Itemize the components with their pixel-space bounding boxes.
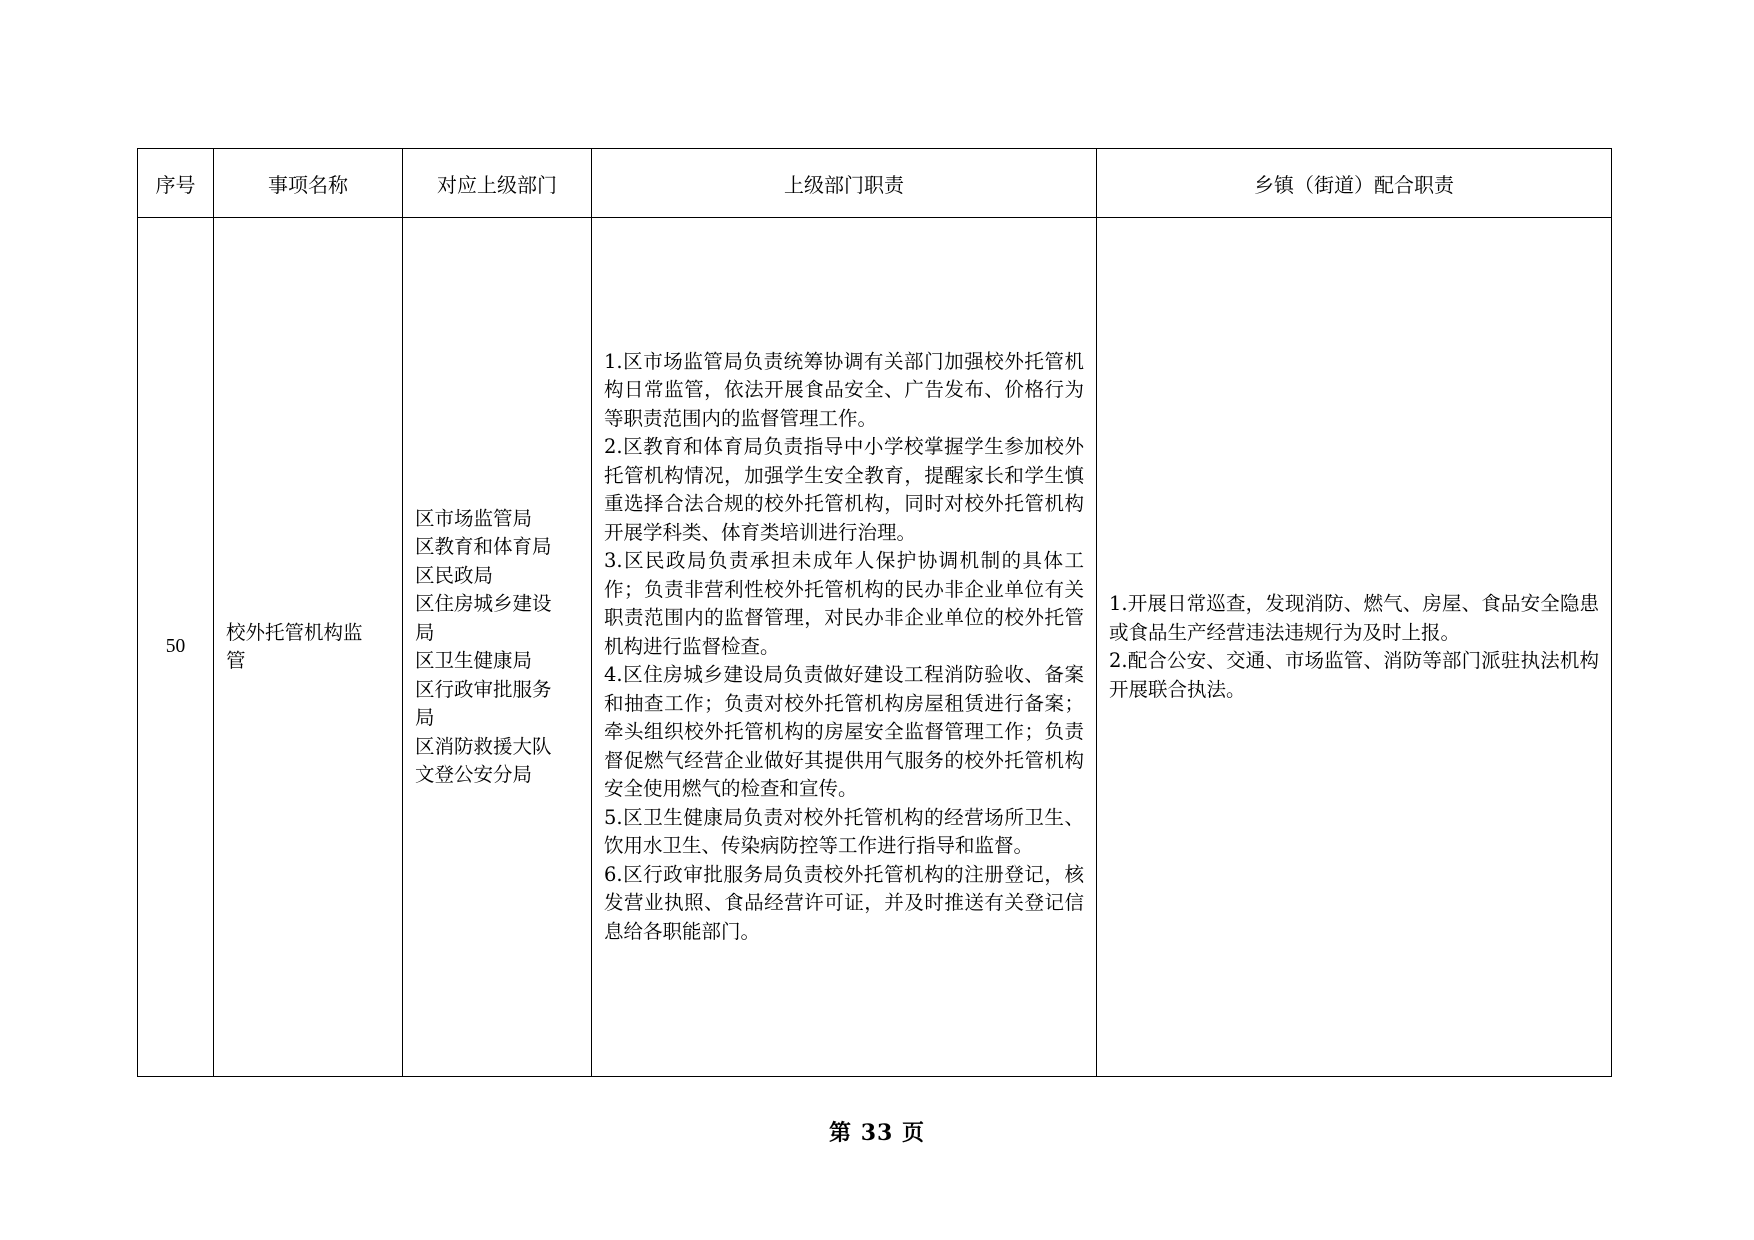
header-upper-responsibility: 上级部门职责 <box>592 149 1097 218</box>
responsibility-paragraph: 1.区市场监管局负责统筹协调有关部门加强校外托管机构日常监管，依法开展食品安全、广告发布、价格行为等职责范围内的监督管理工作。 <box>604 349 1084 430</box>
cell-upper-responsibility <box>592 218 1097 1077</box>
item-name-lines <box>226 619 390 676</box>
department-line: 区民政局 <box>415 563 494 587</box>
duty-table <box>137 148 1612 1077</box>
header-upper-department: 对应上级部门 <box>403 149 592 218</box>
page-number: 第 33 页 <box>829 1120 925 1146</box>
department-line: 区市场监管局 <box>415 506 533 530</box>
duty-table-container <box>137 148 1611 1077</box>
responsibility-paragraph: 4.区住房城乡建设局负责做好建设工程消防验收、备案和抽查工作；负责对校外托管机构房屋租赁进行备案；牵头组织校外托管机构的房屋安全监督管理工作；负责督促燃气经营企业做好其提供用气服务的校外托管机构安全使用燃气的检查和宣传。 <box>604 663 1084 801</box>
department-line: 文登公安分局 <box>415 763 533 786</box>
item-name-line: 管 <box>226 649 246 672</box>
department-line: 区卫生健康局 <box>415 649 533 672</box>
header-item-name: 事项名称 <box>214 149 403 218</box>
table-row <box>138 218 1612 1077</box>
cell-upper-department <box>403 218 592 1077</box>
department-line: 局 <box>415 620 435 644</box>
header-town-cooperation: 乡镇（街道）配合职责 <box>1097 149 1612 218</box>
cooperation-paragraph: 2.配合公安、交通、市场监管、消防等部门派驻执法机构开展联合执法。 <box>1109 649 1599 701</box>
department-line: 区教育和体育局 <box>415 535 552 558</box>
table-header-row <box>138 149 1612 218</box>
responsibility-paragraph: 2.区教育和体育局负责指导中小学校掌握学生参加校外托管机构情况，加强学生安全教育，提醒家长和学生慎重选择合法合规的校外托管机构，同时对校外托管机构开展学科类、体育类培训进行治理。 <box>604 435 1084 544</box>
department-list <box>415 505 579 790</box>
cell-item-name <box>214 218 403 1077</box>
department-line: 区住房城乡建设 <box>415 592 552 615</box>
department-line: 区行政审批服务 <box>415 677 552 701</box>
item-name-line: 校外托管机构监 <box>226 620 363 644</box>
cell-serial-number: 50 <box>138 218 214 1077</box>
cooperation-list <box>1109 590 1599 704</box>
cell-town-cooperation <box>1097 218 1612 1077</box>
cooperation-paragraph: 1.开展日常巡查，发现消防、燃气、房屋、食品安全隐患或食品生产经营违法违规行为及时上报。 <box>1109 592 1599 644</box>
responsibility-paragraph: 6.区行政审批服务局负责校外托管机构的注册登记，核发营业执照、食品经营许可证，并及时推送有关登记信息给各职能部门。 <box>604 862 1084 943</box>
header-serial-number: 序号 <box>138 149 214 218</box>
department-line: 局 <box>415 706 435 729</box>
responsibility-list <box>604 348 1084 947</box>
responsibility-paragraph: 3.区民政局负责承担未成年人保护协调机制的具体工作；负责非营利性校外托管机构的民办非企业单位有关职责范围内的监督管理，对民办非企业单位的校外托管机构进行监督检查。 <box>604 549 1084 658</box>
responsibility-paragraph: 5.区卫生健康局负责对校外托管机构的经营场所卫生、饮用水卫生、传染病防控等工作进行指导和监督。 <box>604 805 1084 858</box>
department-line: 区消防救援大队 <box>415 734 552 758</box>
